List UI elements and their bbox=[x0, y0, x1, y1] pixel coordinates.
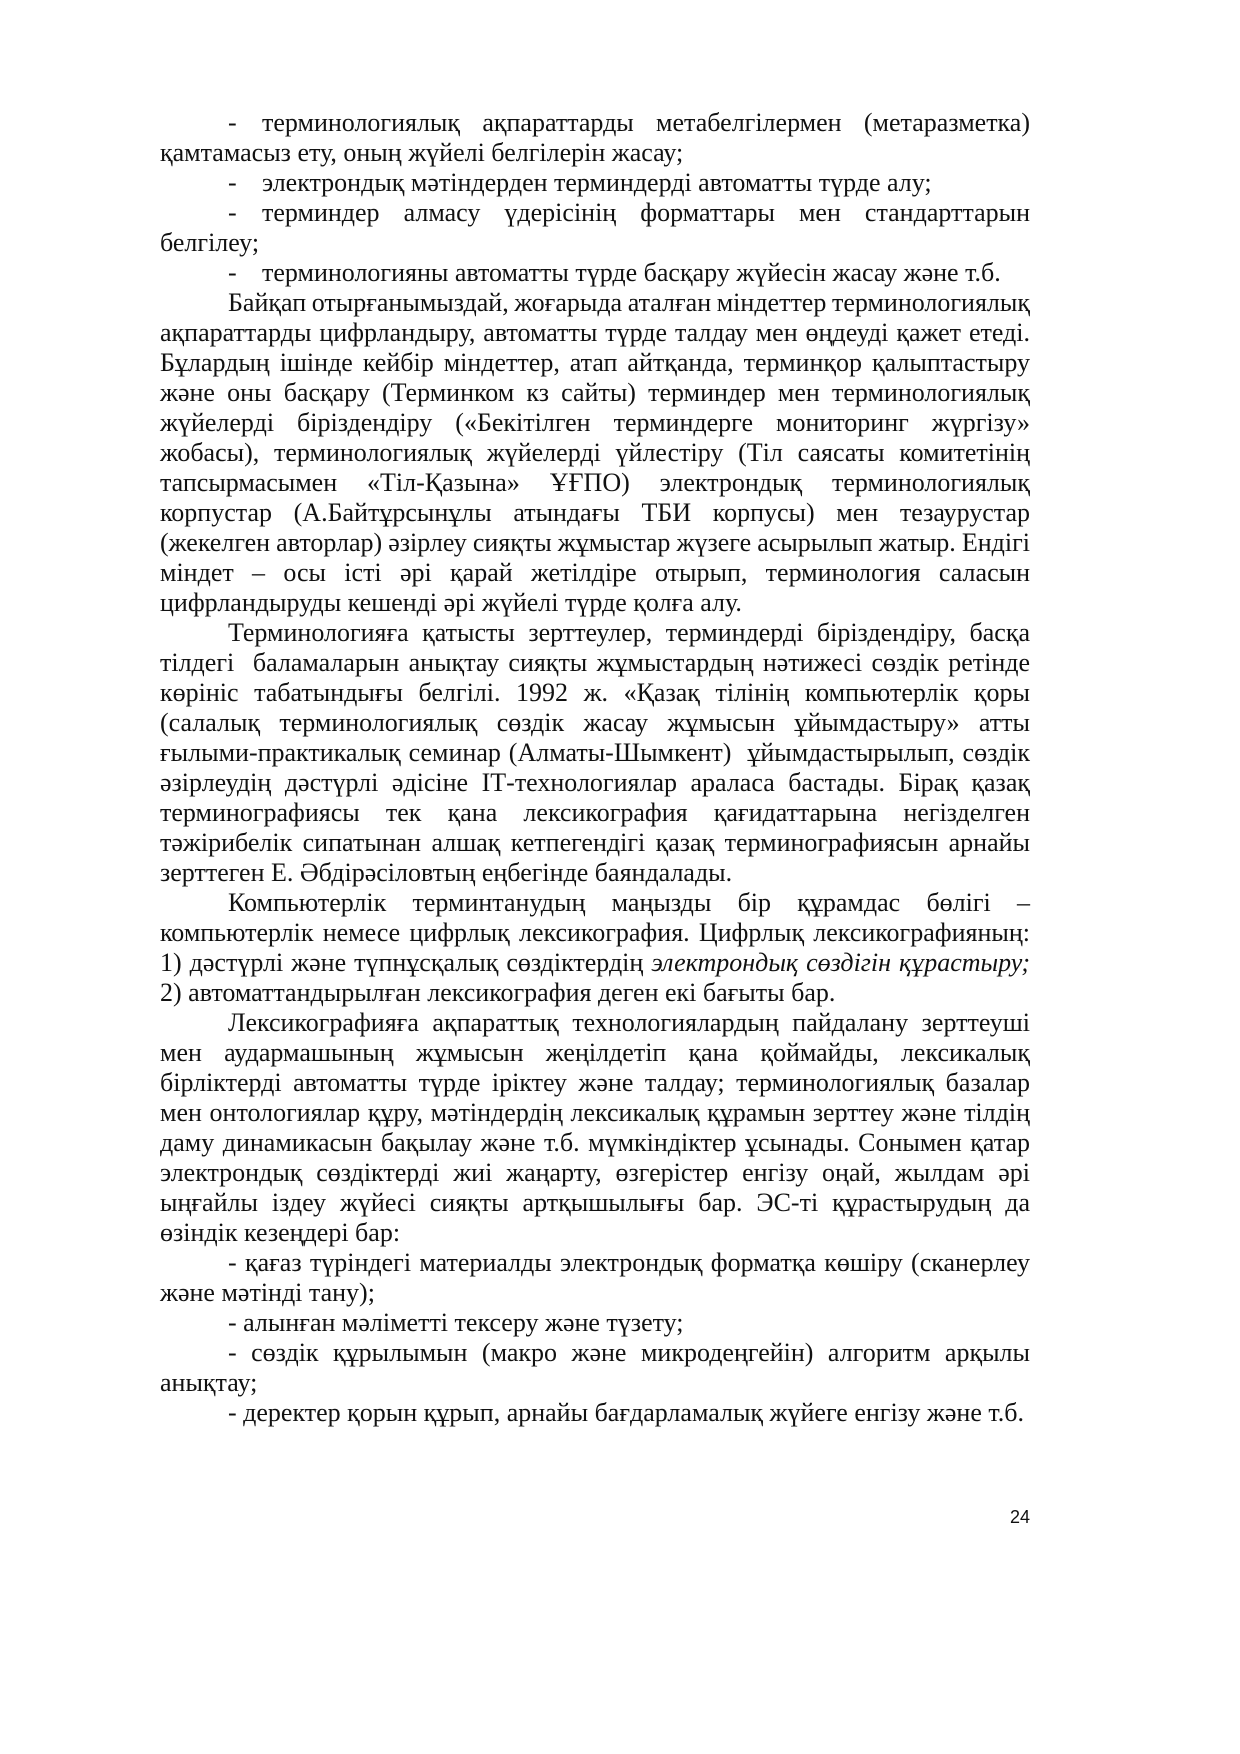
text-line bbox=[160, 318, 1030, 348]
bullet-item bbox=[160, 108, 1030, 168]
line-text: - алынған мәліметті тексеру және түзету; bbox=[228, 1308, 684, 1337]
line-text: Бұлардың ішінде кейбір міндеттер, атап айтқанда, терминқор қалыптастыру bbox=[160, 348, 1030, 377]
line-text: ақпараттарды цифрландыру, автоматты түрде талдау мен өңдеуді қажет етеді. bbox=[160, 318, 1030, 347]
line-text: тілдегі баламаларын анықтау сияқты жұмыстардың нәтижесі сөздік ретінде bbox=[160, 648, 1030, 677]
paragraph bbox=[160, 288, 1030, 618]
line-text: терминографиясы тек қана лексикография қағидаттарына негізделген bbox=[160, 798, 1030, 827]
line-text: - қағаз түріндегі материалды электрондық форматқа көшіру (сканерлеу bbox=[228, 1248, 1030, 1277]
line-text: тапсырмасымен «Тіл-Қазына» ҰҒПО) электрондық терминологиялық bbox=[160, 468, 1030, 497]
bullet-item bbox=[160, 198, 1030, 258]
text-line bbox=[160, 1398, 1030, 1428]
line-text: өзіндік кезеңдері бар: bbox=[160, 1218, 401, 1247]
text-line bbox=[160, 1338, 1030, 1368]
line-text: және мәтінді тану); bbox=[160, 1278, 375, 1307]
line-text: терминдер алмасу үдерісінің форматтары мен стандарттарын bbox=[262, 198, 1030, 227]
line-text: міндет – осы істі әрі қарай жетілдіре отырып, терминология саласын bbox=[160, 558, 1030, 587]
text-line bbox=[160, 858, 1030, 888]
text-line bbox=[160, 918, 1030, 948]
line-text: 2) автоматтандырылған лексикография деген екі бағыты бар. bbox=[160, 978, 836, 1007]
text-line bbox=[160, 168, 1030, 198]
bullet-item bbox=[160, 168, 1030, 198]
text-line bbox=[160, 1068, 1030, 1098]
text-line bbox=[160, 1188, 1030, 1218]
line-text: мен аудармашының жұмысын жеңілдетіп қана қоймайды, лексикалық bbox=[160, 1038, 1030, 1067]
text-line bbox=[160, 198, 1030, 228]
text-line bbox=[160, 108, 1030, 138]
text-line bbox=[160, 528, 1030, 558]
line-text: электрондық сөздіктерді жиі жаңарту, өзгерістер енгізу оңай, жылдам әрі bbox=[160, 1158, 1030, 1187]
line-text: Терминологияға қатысты зерттеулер, терминдерді біріздендіру, басқа bbox=[228, 618, 1030, 647]
list-item bbox=[160, 1248, 1030, 1308]
line-text: жобасы), терминологиялық жүйелерді үйлестіру (Тіл саясаты комитетінің bbox=[160, 438, 1030, 467]
line-text: терминологияны автоматты түрде басқару жүйесін жасау және т.б. bbox=[262, 258, 1001, 287]
line-text: жүйелерді біріздендіру («Бекітілген терминдерге мониторинг жүргізу» bbox=[160, 408, 1030, 437]
line-text: Лексикографияға ақпараттық технологиялардың пайдалану зерттеуші bbox=[228, 1008, 1030, 1037]
list-item bbox=[160, 1398, 1030, 1428]
line-text: Компьютерлік терминтанудың маңызды бір құрамдас бөлігі – bbox=[228, 888, 1030, 917]
page-number: 24 bbox=[1009, 1507, 1030, 1527]
line-text: белгілеу; bbox=[160, 228, 260, 257]
line-text: мен онтологиялар құру, мәтіндердің лексикалық құрамын зерттеу және тілдің bbox=[160, 1098, 1030, 1127]
text-line bbox=[160, 378, 1030, 408]
text-line bbox=[160, 1158, 1030, 1188]
bullet-marker: - bbox=[228, 168, 237, 197]
line-text: даму динамикасын бақылау және т.б. мүмкіндіктер ұсынады. Сонымен қатар bbox=[160, 1128, 1030, 1157]
text-line bbox=[160, 228, 1030, 258]
text-line bbox=[160, 348, 1030, 378]
text-line bbox=[160, 1038, 1030, 1068]
body-text bbox=[160, 108, 1030, 1428]
bullet-marker: - bbox=[228, 198, 237, 227]
line-text: көрініс табатындығы белгілі. 1992 ж. «Қазақ тілінің компьютерлік қоры bbox=[160, 678, 1030, 707]
line-text: әзірлеудің дәстүрлі әдісіне ІТ-технологиялар араласа бастады. Бірақ қазақ bbox=[160, 768, 1030, 797]
paragraph bbox=[160, 1008, 1030, 1248]
line-text: және оны басқару (Терминком кз сайты) терминдер мен терминологиялық bbox=[160, 378, 1030, 407]
text-line bbox=[160, 468, 1030, 498]
text-line bbox=[160, 708, 1030, 738]
line-text: Байқап отырғанымыздай, жоғарыда аталған міндеттер терминологиялық bbox=[228, 288, 1030, 317]
text-line bbox=[160, 1368, 1030, 1398]
paragraph bbox=[160, 618, 1030, 888]
line-text: 1) дәстүрлі және түпнұсқалық сөздіктердің bbox=[160, 948, 644, 977]
text-line bbox=[160, 1218, 1030, 1248]
text-line bbox=[160, 978, 1030, 1008]
text-line bbox=[160, 288, 1030, 318]
text-line bbox=[160, 798, 1030, 828]
line-text: (салалық терминологиялық сөздік жасау жұмысын ұйымдастыру» атты bbox=[160, 708, 1030, 737]
text-line bbox=[160, 678, 1030, 708]
line-text: бірліктерді автоматты түрде іріктеу және талдау; терминологиялық базалар bbox=[160, 1068, 1030, 1097]
line-text: - сөздік құрылымын (макро және микродеңгейін) алгоритм арқылы bbox=[228, 1338, 1030, 1367]
text-line bbox=[160, 1308, 1030, 1338]
line-text: (жекелген авторлар) әзірлеу сияқты жұмыстар жүзеге асырылып жатыр. Ендігі bbox=[160, 528, 1030, 557]
text-line bbox=[160, 888, 1030, 918]
text-line bbox=[160, 1008, 1030, 1038]
text-line bbox=[160, 768, 1030, 798]
text-line bbox=[160, 618, 1030, 648]
line-text: электрондық мәтіндерден терминдерді автоматты түрде алу; bbox=[262, 168, 932, 197]
bullet-item bbox=[160, 258, 1030, 288]
text-line bbox=[160, 1278, 1030, 1308]
line-text: зерттеген Е. Әбдірәсіловтың еңбегінде баяндалады. bbox=[160, 858, 733, 887]
text-line bbox=[160, 498, 1030, 528]
line-text: ыңғайлы іздеу жүйесі сияқты артқышылығы бар. ЭС-ті құрастырудың да bbox=[160, 1188, 1030, 1217]
text-line bbox=[160, 948, 1030, 978]
text-line bbox=[160, 408, 1030, 438]
list-item bbox=[160, 1308, 1030, 1338]
line-text: - деректер қорын құрып, арнайы бағдарламалық жүйеге енгізу және т.б. bbox=[228, 1398, 1024, 1427]
line-text: қамтамасыз ету, оның жүйелі белгілерін жасау; bbox=[160, 138, 684, 167]
line-text: анықтау; bbox=[160, 1368, 258, 1397]
line-text: ғылыми-практикалық семинар (Алматы-Шымкент) ұйымдастырылып, сөздік bbox=[160, 738, 1030, 767]
list-item bbox=[160, 1338, 1030, 1398]
text-line bbox=[160, 828, 1030, 858]
line-text: цифрландыруды кешенді әрі жүйелі түрде қолға алу. bbox=[160, 588, 742, 617]
line-text: корпустар (А.Байтұрсынұлы атындағы ТБИ корпусы) мен тезаурустар bbox=[160, 498, 1030, 527]
line-text: тәжірибелік сипатынан алшақ кетпегендігі қазақ терминографиясын арнайы bbox=[160, 828, 1030, 857]
line-text: компьютерлік немесе цифрлық лексикография. Цифрлық лексикографияның: bbox=[160, 918, 1030, 947]
text-line bbox=[160, 138, 1030, 168]
bullet-marker: - bbox=[228, 108, 237, 137]
emphasized-text: электрондық сөздігін құрастыру; bbox=[651, 948, 1031, 977]
text-line bbox=[160, 558, 1030, 588]
text-line bbox=[160, 1128, 1030, 1158]
bullet-marker: - bbox=[228, 258, 237, 287]
text-line bbox=[160, 258, 1030, 288]
text-line bbox=[160, 738, 1030, 768]
text-line bbox=[160, 648, 1030, 678]
text-line bbox=[160, 1248, 1030, 1278]
text-line bbox=[160, 438, 1030, 468]
text-line bbox=[160, 1098, 1030, 1128]
paragraph bbox=[160, 888, 1030, 1008]
line-text: терминологиялық ақпараттарды метабелгілермен (метаразметка) bbox=[262, 108, 1030, 137]
text-line bbox=[160, 588, 1030, 618]
